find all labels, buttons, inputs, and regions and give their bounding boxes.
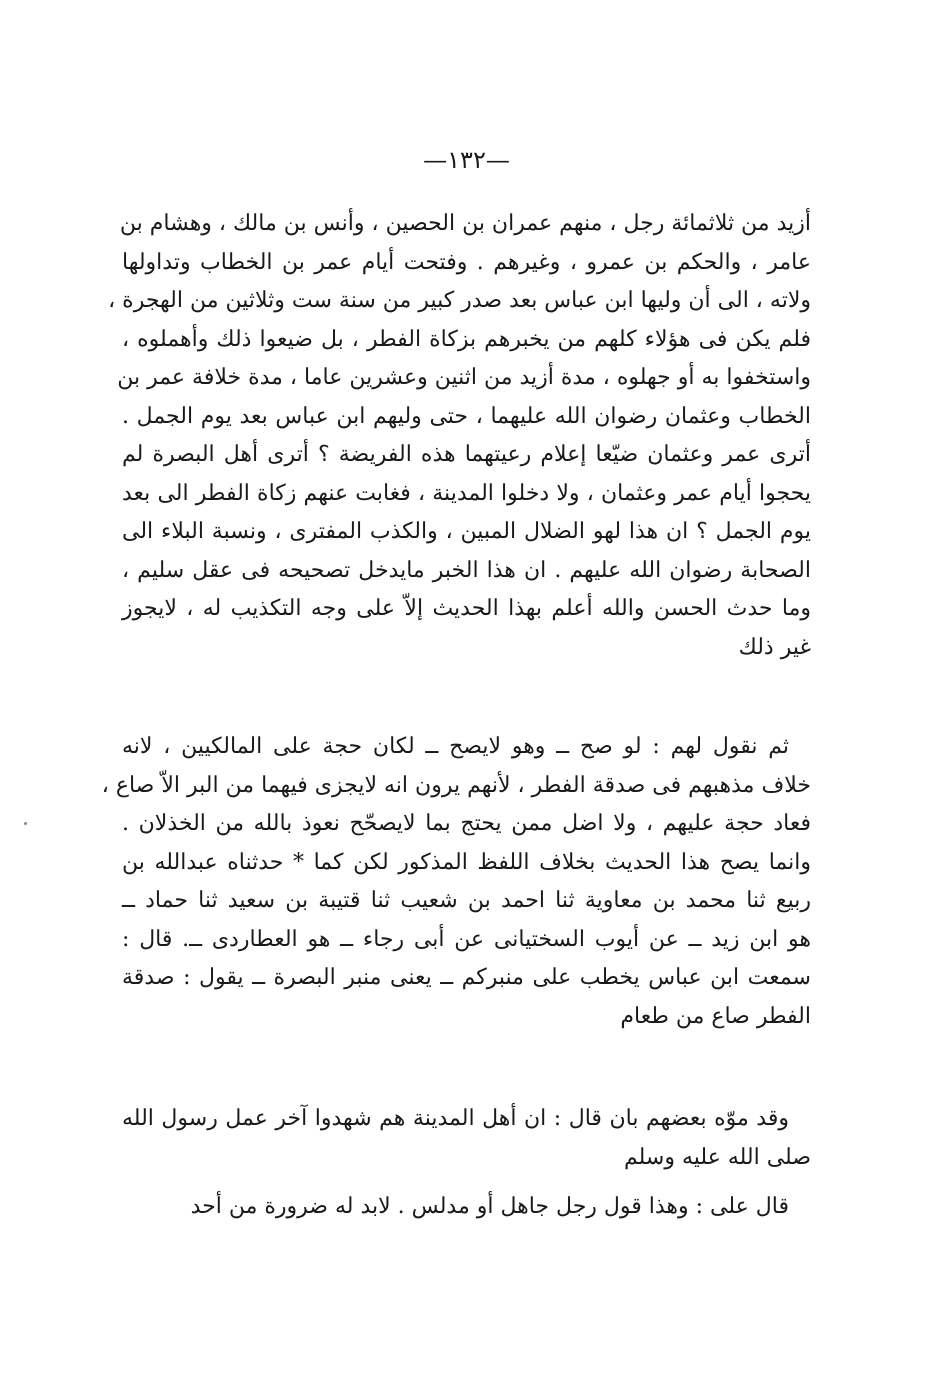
page-number: —١٣٢— [423, 146, 510, 174]
text-line: وما حدث الحسن والله أعلم بهذا الحديث إلاّ على وجه التكذيب له ، لايجوز [122, 596, 811, 621]
text-line: الصحابة رضوان الله عليهم . ان هذا الخبر مايدخل تصحيحه فى عقل سليم ، [122, 557, 811, 583]
text-line: وانما يصح هذا الحديث بخلاف اللفظ المذكور لكن كما * حدثناه عبدالله بن [122, 849, 811, 875]
text-line: وقد موّه بعضهم بان قال : ان أهل المدينة هم شهدوا آخر عمل رسول الله [122, 1106, 789, 1131]
paragraph-4 [122, 1188, 811, 1227]
text-line: ربيع ثنا محمد بن معاوية ثنا احمد بن شعيب ثنا قتيبة بن سعيد ثنا حماد ــ [122, 888, 811, 913]
text-line: الفطر صاع من طعام [620, 1003, 811, 1029]
text-line: يحجوا أيام عمر وعثمان ، ولا دخلوا المدينة ، فغابت عنهم زكاة الفطر الى بعد [122, 480, 811, 506]
text-line: غير ذلك [738, 634, 811, 660]
text-line: قال على : وهذا قول رجل جاهل أو مدلس . لابد له ضرورة من أحد [190, 1194, 789, 1219]
text-line: ثم نقول لهم : لو صح ــ وهو لايصح ــ لكان حجة على المالكيين ، لانه [122, 734, 789, 759]
text-line: هو ابن زيد ــ عن أيوب السختيانى عن أبى رجاء ــ هو العطاردى ــ. قال : [122, 926, 811, 952]
text-line: سمعت ابن عباس يخطب على منبركم ــ يعنى منبر البصرة ــ يقول : صدقة [122, 965, 811, 990]
text-line: خلاف مذهبهم فى صدقة الفطر ، لأنهم يرون انه لايجزى فيهما من البر الاّ صاع ، [101, 772, 811, 798]
text-line: أترى عمر وعثمان ضيّعا إعلام رعيتهما هذه الفريضة ؟ أترى أهل البصرة لم [122, 442, 811, 467]
text-line: واستخفوا به أو جهلوه ، مدة أزيد من اثنين وعشرين عاما ، مدة خلافة عمر بن [117, 365, 811, 390]
text-line: فلم يكن فى هؤلاء كلهم من يخبرهم بزكاة الفطر ، بل ضيعوا ذلك وأهملوه ، [122, 326, 811, 352]
text-line: فعاد حجة عليهم ، ولا اضل ممن يحتج بما لايصحّح نعوذ بالله من الخذلان . [122, 811, 812, 836]
text-line: أزيد من ثلاثمائة رجل ، منهم عمران بن الحصين ، وأنس بن مالك ، وهشام بن [119, 211, 811, 236]
paragraph-2 [101, 728, 812, 1036]
paragraph-1 [108, 205, 811, 667]
text-line: الخطاب وعثمان رضوان الله عليهما ، حتى وليهم ابن عباس بعد يوم الجمل . [122, 403, 811, 429]
margin-speck [24, 822, 27, 825]
text-line: ولاته ، الى أن وليها ابن عباس بعد صدر كبير من سنة ست وثلاثين من الهجرة ، [108, 288, 811, 313]
text-line: يوم الجمل ؟ ان هذا لهو الضلال المبين ، والكذب المفترى ، ونسبة البلاء الى [122, 519, 811, 544]
text-line: عامر ، والحكم بن عمرو ، وغيرهم . وفتحت أيام عمر بن الخطاب وتداولها [122, 249, 811, 275]
text-line: صلى الله عليه وسلم [624, 1144, 811, 1170]
paragraph-3 [122, 1100, 811, 1177]
